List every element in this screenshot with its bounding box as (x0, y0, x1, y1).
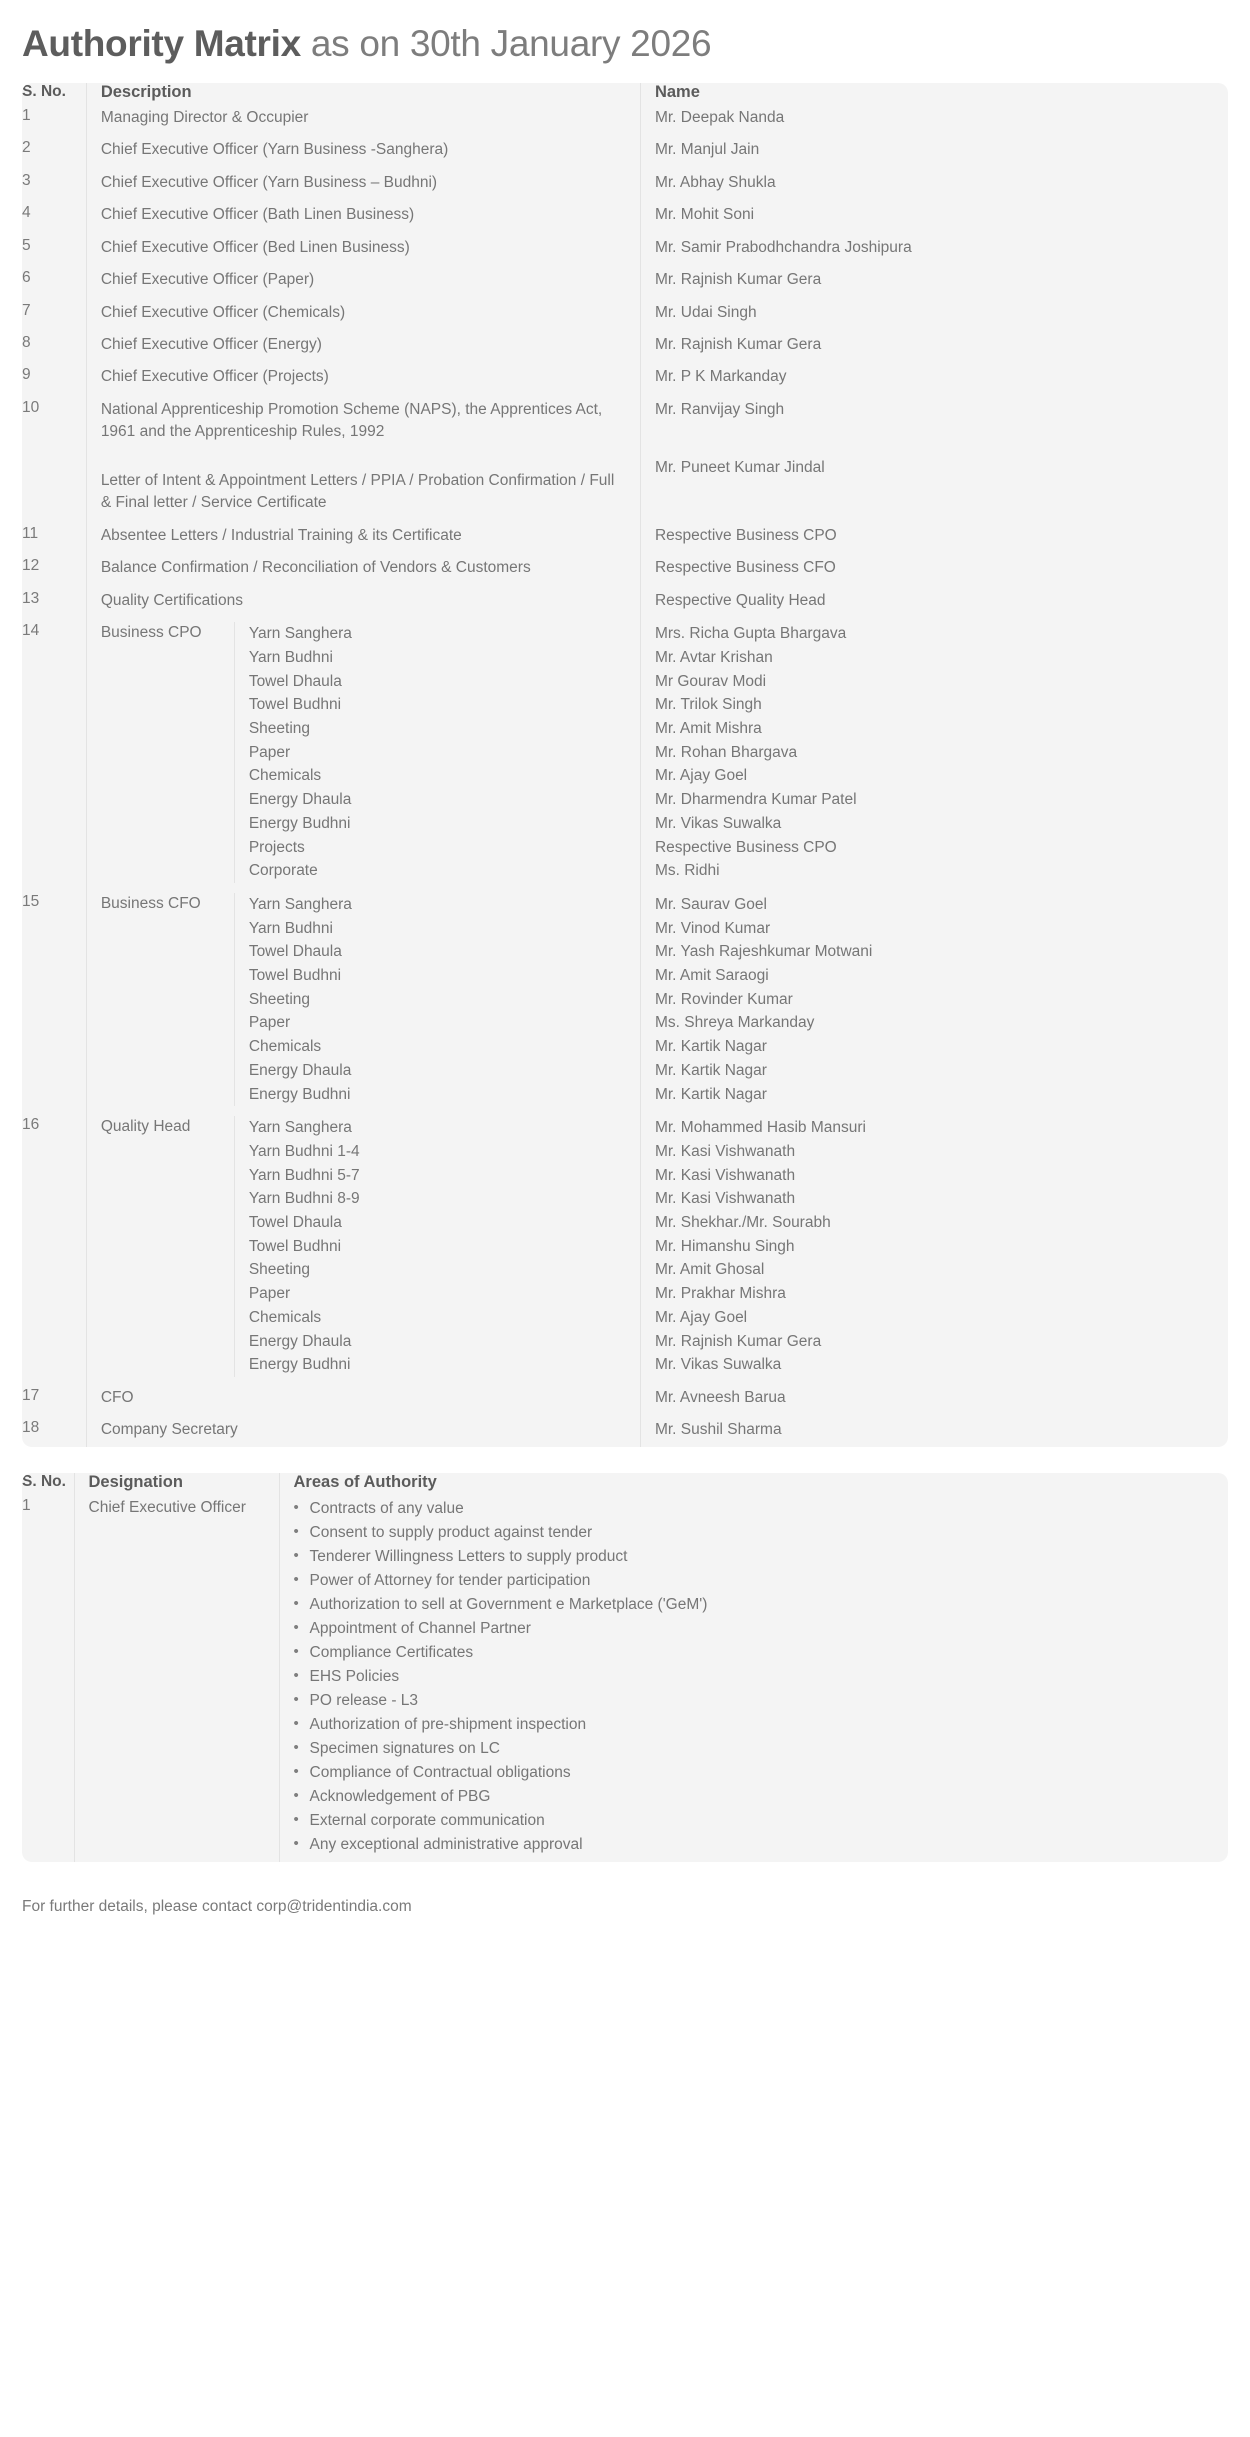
cell-name-group (640, 1111, 1228, 1382)
group-unit-item: Chemicals (248, 1038, 322, 1056)
group-person-item: Mr. Trilok Singh (654, 696, 762, 714)
cell-name: Mr. Manjul Jain (640, 134, 1228, 166)
group-person-item: Mr. Kasi Vishwanath (654, 1190, 796, 1208)
areas-of-authority-body (22, 1492, 1228, 1862)
table-group-row (22, 1111, 1228, 1382)
group-person-item: Mr. Vikas Suwalka (654, 814, 782, 832)
list-item: • EHS Policies (294, 1665, 1215, 1689)
cell-areas (279, 1492, 1228, 1862)
name-paragraph: Mr. Ranvijay Singh (654, 400, 785, 418)
column-header-description (86, 83, 640, 102)
table-group-row (22, 888, 1228, 1111)
cell-description: Quality Certifications (86, 585, 640, 617)
list-item: • Authorization to sell at Government e Marketplace ('GeM') (294, 1593, 1215, 1617)
cell-description: Chief Executive Officer (Yarn Business – Budhni) (86, 167, 640, 199)
cell-designation: Chief Executive Officer (74, 1492, 279, 1862)
group-unit-item: Energy Dhaula (248, 791, 352, 809)
cell-name: Mr. P K Markanday (640, 361, 1228, 393)
group-person-item: Mr. Rovinder Kumar (654, 990, 793, 1008)
cell-sno: 18 (22, 1419, 40, 1437)
group-unit-item: Corporate (248, 862, 318, 880)
table-row (22, 232, 1228, 264)
cell-description-group (86, 1111, 640, 1382)
cell-name: Mr. Mohit Soni (640, 199, 1228, 231)
cell-description: Absentee Letters / Industrial Training & its Certificate (86, 520, 640, 552)
description-paragraph: Letter of Intent & Appointment Letters / PPIA / Probation Confirmation / Full & Final letter / Service Certificate (100, 471, 615, 512)
column-header-areas (279, 1473, 1228, 1492)
table-row (22, 1492, 1228, 1862)
cell-description: Chief Executive Officer (Bed Linen Business) (86, 232, 640, 264)
authority-matrix-body (22, 102, 1228, 1447)
group-person-list (641, 1116, 1228, 1377)
group-unit-item: Yarn Sanghera (248, 625, 352, 643)
cell-sno: 7 (22, 301, 31, 319)
group-person-list (641, 622, 1228, 883)
cell-sno: 16 (22, 1116, 40, 1134)
group-person-item: Mr. Yash Rajeshkumar Motwani (654, 943, 873, 961)
cell-name: Mr. Udai Singh (640, 297, 1228, 329)
table-row (22, 199, 1228, 231)
group-unit-item: Energy Dhaula (248, 1061, 352, 1079)
page-title-strong: Authority Matrix (22, 23, 301, 64)
authority-matrix-table (22, 83, 1228, 1447)
column-header-sno: S. No. (22, 82, 66, 100)
group-person-item: Mr. Kartik Nagar (654, 1061, 767, 1079)
cell-description: Company Secretary (86, 1414, 640, 1446)
list-item: • Contracts of any value (294, 1497, 1215, 1521)
table-row (22, 329, 1228, 361)
list-item: • Appointment of Channel Partner (294, 1617, 1215, 1641)
list-item: • Any exceptional administrative approval (294, 1833, 1215, 1857)
cell-description (86, 394, 640, 520)
group-label: Business CPO (100, 624, 202, 642)
column-header-name (640, 83, 1228, 102)
cell-description: Managing Director & Occupier (86, 102, 640, 134)
table-row (22, 264, 1228, 296)
group-person-item: Ms. Shreya Markanday (654, 1014, 815, 1032)
group-person-item: Mr. Kasi Vishwanath (654, 1166, 796, 1184)
group-label: Business CFO (100, 894, 201, 912)
group-unit-item: Yarn Sanghera (248, 1119, 352, 1137)
group-person-item: Mr. Mohammed Hasib Mansuri (654, 1119, 866, 1137)
cell-name-group (640, 617, 1228, 888)
cell-sno: 10 (22, 398, 40, 416)
list-item: • Compliance of Contractual obligations (294, 1761, 1215, 1785)
group-unit-item: Energy Budhni (248, 1085, 351, 1103)
table-row (22, 102, 1228, 134)
group-unit-item: Energy Budhni (248, 814, 351, 832)
group-person-item: Mr. Saurav Goel (654, 895, 767, 913)
group-person-item: Mr. Kartik Nagar (654, 1085, 767, 1103)
group-unit-item: Yarn Budhni (248, 919, 333, 937)
cell-description: Chief Executive Officer (Energy) (86, 329, 640, 361)
cell-name: Mr. Samir Prabodhchandra Joshipura (640, 232, 1228, 264)
group-person-item: Mr. Kasi Vishwanath (654, 1142, 796, 1160)
list-item: • Tenderer Willingness Letters to supply product (294, 1545, 1215, 1569)
authority-matrix-table-card (22, 83, 1228, 1447)
cell-name: Respective Quality Head (640, 585, 1228, 617)
group-person-item: Mr. Kartik Nagar (654, 1038, 767, 1056)
table-row (22, 361, 1228, 393)
table-row (22, 297, 1228, 329)
group-unit-item: Chemicals (248, 1308, 322, 1326)
cell-description-group (86, 888, 640, 1111)
cell-name: Mr. Abhay Shukla (640, 167, 1228, 199)
group-person-item: Mr. Amit Saraogi (654, 967, 769, 985)
group-person-item: Ms. Ridhi (654, 862, 720, 880)
page-title (22, 0, 1228, 83)
list-item: • Compliance Certificates (294, 1641, 1215, 1665)
table-row (22, 1382, 1228, 1414)
cell-sno: 9 (22, 366, 31, 384)
cell-description-group (86, 617, 640, 888)
cell-sno: 17 (22, 1386, 40, 1404)
cell-sno: 5 (22, 236, 31, 254)
cell-description: Balance Confirmation / Reconciliation of Vendors & Customers (86, 552, 640, 584)
cell-name (640, 394, 1228, 520)
cell-description: Chief Executive Officer (Bath Linen Business) (86, 199, 640, 231)
group-unit-item: Towel Budhni (248, 967, 342, 985)
group-person-item: Mr. Shekhar./Mr. Sourabh (654, 1214, 831, 1232)
group-unit-item: Towel Dhaula (248, 1214, 342, 1232)
group-person-item: Mr. Amit Ghosal (654, 1261, 765, 1279)
group-label: Quality Head (100, 1118, 191, 1136)
cell-name: Respective Business CPO (640, 520, 1228, 552)
table-row (22, 520, 1228, 552)
cell-name-group (640, 888, 1228, 1111)
group-person-item: Mrs. Richa Gupta Bhargava (654, 625, 847, 643)
cell-sno: 1 (22, 106, 31, 124)
group-unit-list (234, 622, 626, 883)
group-unit-item: Towel Budhni (248, 696, 342, 714)
list-item: • Power of Attorney for tender participation (294, 1569, 1215, 1593)
list-item: • Authorization of pre-shipment inspection (294, 1713, 1215, 1737)
group-person-item: Mr. Vinod Kumar (654, 919, 771, 937)
list-item: • Specimen signatures on LC (294, 1737, 1215, 1761)
cell-name: Mr. Rajnish Kumar Gera (640, 264, 1228, 296)
column-header-designation (74, 1473, 279, 1492)
group-unit-item: Towel Dhaula (248, 672, 342, 690)
group-person-item: Respective Business CPO (654, 838, 837, 856)
group-unit-item: Paper (248, 1285, 291, 1303)
group-unit-item: Sheeting (248, 1261, 311, 1279)
group-unit-item: Yarn Budhni 5-7 (248, 1166, 360, 1184)
list-item: • Consent to supply product against tender (294, 1521, 1215, 1545)
table-row (22, 1414, 1228, 1446)
cell-sno: 12 (22, 557, 40, 575)
page-title-light: as on 30th January 2026 (310, 23, 712, 64)
description-paragraph: National Apprenticeship Promotion Scheme (NAPS), the Apprentices Act, 1961 and the Apprenticeship Rules, 1992 (100, 400, 603, 441)
group-unit-item: Yarn Budhni 8-9 (248, 1190, 360, 1208)
cell-description: Chief Executive Officer (Chemicals) (86, 297, 640, 329)
group-unit-list (234, 893, 626, 1106)
group-person-item: Mr. Dharmendra Kumar Patel (654, 791, 857, 809)
table-row-multiline (22, 394, 1228, 520)
cell-sno: 2 (22, 139, 31, 157)
group-person-item: Mr. Amit Mishra (654, 720, 762, 737)
list-item: • Acknowledgement of PBG (294, 1785, 1215, 1809)
group-person-item: Mr. Rohan Bhargava (654, 743, 798, 761)
cell-name: Mr. Deepak Nanda (640, 102, 1228, 134)
table-row (22, 585, 1228, 617)
group-unit-list (234, 1116, 626, 1377)
group-unit-item: Chemicals (248, 767, 322, 785)
group-unit-item: Energy Dhaula (248, 1332, 352, 1350)
cell-sno: 15 (22, 892, 40, 910)
table-row (22, 552, 1228, 584)
areas-of-authority-list (294, 1497, 1215, 1857)
group-unit-item: Paper (248, 1014, 291, 1032)
table-header-row (22, 83, 1228, 102)
group-unit-item: Yarn Budhni 1-4 (248, 1142, 360, 1160)
cell-name: Mr. Rajnish Kumar Gera (640, 329, 1228, 361)
column-header-name-label: Name (654, 82, 700, 101)
group-person-item: Mr. Ajay Goel (654, 767, 748, 785)
group-person-item: Mr. Ajay Goel (654, 1308, 748, 1326)
cell-name: Respective Business CFO (640, 552, 1228, 584)
cell-sno: 6 (22, 269, 31, 287)
group-person-item: Mr Gourav Modi (654, 672, 767, 690)
cell-name: Mr. Avneesh Barua (640, 1382, 1228, 1414)
group-unit-item: Yarn Sanghera (248, 895, 352, 913)
group-person-list (641, 893, 1228, 1106)
cell-sno: 13 (22, 589, 40, 607)
list-item: • PO release - L3 (294, 1689, 1215, 1713)
group-person-item: Mr. Himanshu Singh (654, 1237, 795, 1255)
name-paragraph: Mr. Puneet Kumar Jindal (654, 459, 825, 477)
list-item: • External corporate communication (294, 1809, 1215, 1833)
cell-description: Chief Executive Officer (Projects) (86, 361, 640, 393)
table2-header-row (22, 1473, 1228, 1492)
cell-sno: 4 (22, 204, 31, 222)
column-header-description-label: Description (100, 82, 192, 101)
cell-sno: 3 (22, 171, 31, 189)
group-unit-item: Towel Dhaula (248, 943, 342, 961)
cell-sno: 1 (22, 1496, 31, 1514)
cell-sno: 14 (22, 622, 40, 640)
column-header-areas-label: Areas of Authority (293, 1472, 437, 1491)
areas-of-authority-table (22, 1473, 1228, 1862)
table-row (22, 134, 1228, 166)
group-unit-item: Yarn Budhni (248, 648, 333, 666)
group-unit-item: Towel Budhni (248, 1237, 342, 1255)
column-header-sno-2: S. No. (22, 1472, 66, 1490)
table-row (22, 167, 1228, 199)
cell-sno: 8 (22, 333, 31, 351)
cell-description: CFO (86, 1382, 640, 1414)
group-person-item: Mr. Rajnish Kumar Gera (654, 1332, 822, 1350)
group-person-item: Mr. Prakhar Mishra (654, 1285, 786, 1303)
footer-contact: For further details, please contact corp@tridentindia.com (22, 1898, 412, 1916)
areas-of-authority-table-card (22, 1473, 1228, 1862)
cell-sno: 11 (22, 524, 39, 542)
column-header-designation-label: Designation (88, 1472, 183, 1491)
group-unit-item: Sheeting (248, 990, 311, 1008)
cell-description: Chief Executive Officer (Paper) (86, 264, 640, 296)
group-person-item: Mr. Vikas Suwalka (654, 1356, 782, 1374)
table-group-row (22, 617, 1228, 888)
group-person-item: Mr. Avtar Krishan (654, 648, 773, 666)
cell-description: Chief Executive Officer (Yarn Business -Sanghera) (86, 134, 640, 166)
group-unit-item: Projects (248, 838, 305, 856)
cell-name: Mr. Sushil Sharma (640, 1414, 1228, 1446)
group-unit-item: Sheeting (248, 720, 311, 737)
group-unit-item: Paper (248, 743, 291, 761)
group-unit-item: Energy Budhni (248, 1356, 351, 1374)
